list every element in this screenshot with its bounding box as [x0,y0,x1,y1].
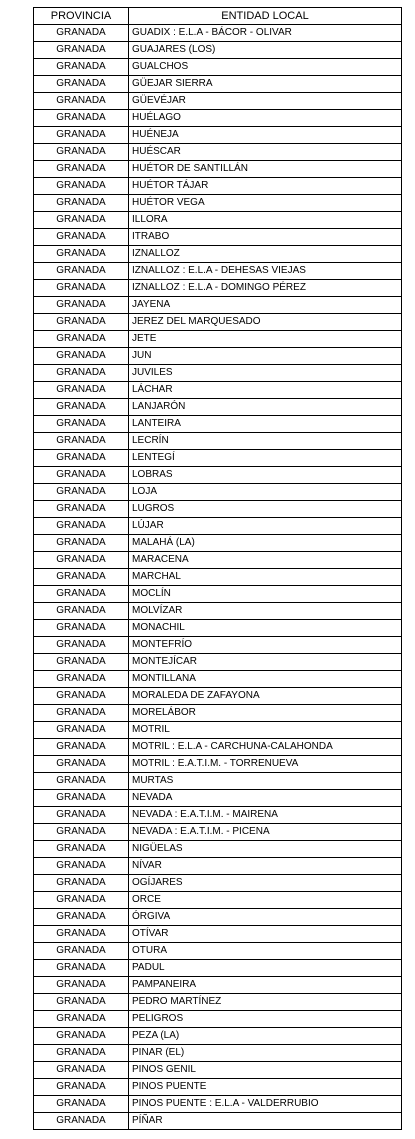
cell-provincia: GRANADA [34,926,129,943]
cell-entidad-local: LOJA [129,484,402,501]
table-row [34,161,402,178]
cell-provincia: GRANADA [34,807,129,824]
table-row [34,603,402,620]
cell-entidad-local: HUÉNEJA [129,127,402,144]
cell-entidad-local: IZNALLOZ [129,246,402,263]
table-row [34,909,402,926]
table-row [34,926,402,943]
table-row [34,858,402,875]
table-row [34,1096,402,1113]
cell-provincia: GRANADA [34,246,129,263]
table-row [34,637,402,654]
cell-entidad-local: PAMPANEIRA [129,977,402,994]
cell-provincia: GRANADA [34,569,129,586]
table-row [34,144,402,161]
cell-provincia: GRANADA [34,365,129,382]
table-row [34,535,402,552]
cell-provincia: GRANADA [34,603,129,620]
table-row [34,875,402,892]
table-row [34,263,402,280]
cell-entidad-local: LOBRAS [129,467,402,484]
cell-provincia: GRANADA [34,467,129,484]
cell-provincia: GRANADA [34,841,129,858]
cell-entidad-local: MURTAS [129,773,402,790]
table-row [34,195,402,212]
table-row [34,824,402,841]
table-header [34,8,402,25]
cell-entidad-local: HUÉSCAR [129,144,402,161]
cell-provincia: GRANADA [34,297,129,314]
cell-provincia: GRANADA [34,552,129,569]
cell-entidad-local: ILLORA [129,212,402,229]
cell-provincia: GRANADA [34,76,129,93]
cell-entidad-local: MOTRIL [129,722,402,739]
cell-entidad-local: ITRABO [129,229,402,246]
table-row [34,467,402,484]
cell-provincia: GRANADA [34,280,129,297]
cell-provincia: GRANADA [34,773,129,790]
table-row [34,127,402,144]
cell-provincia: GRANADA [34,331,129,348]
cell-provincia: GRANADA [34,909,129,926]
cell-provincia: GRANADA [34,637,129,654]
cell-entidad-local: PINOS PUENTE : E.L.A - VALDERRUBIO [129,1096,402,1113]
cell-provincia: GRANADA [34,722,129,739]
cell-provincia: GRANADA [34,1096,129,1113]
cell-entidad-local: PÍÑAR [129,1113,402,1130]
cell-provincia: GRANADA [34,824,129,841]
cell-provincia: GRANADA [34,875,129,892]
cell-entidad-local: LÚJAR [129,518,402,535]
table-row [34,688,402,705]
table-row [34,518,402,535]
cell-provincia: GRANADA [34,977,129,994]
cell-entidad-local: JEREZ DEL MARQUESADO [129,314,402,331]
table-row [34,1113,402,1130]
cell-entidad-local: MONACHIL [129,620,402,637]
table-row [34,722,402,739]
cell-entidad-local: MONTEFRÍO [129,637,402,654]
cell-provincia: GRANADA [34,399,129,416]
entities-table [33,7,402,1130]
cell-entidad-local: MOTRIL : E.A.T.I.M. - TORRENUEVA [129,756,402,773]
table-row [34,178,402,195]
cell-entidad-local: LANTEIRA [129,416,402,433]
table-row [34,110,402,127]
cell-entidad-local: JETE [129,331,402,348]
cell-provincia: GRANADA [34,110,129,127]
cell-provincia: GRANADA [34,586,129,603]
cell-entidad-local: MOCLÍN [129,586,402,603]
cell-entidad-local: JAYENA [129,297,402,314]
cell-entidad-local: LECRÍN [129,433,402,450]
cell-entidad-local: MOLVÍZAR [129,603,402,620]
cell-provincia: GRANADA [34,535,129,552]
cell-entidad-local: JUN [129,348,402,365]
table-row [34,790,402,807]
cell-provincia: GRANADA [34,858,129,875]
cell-provincia: GRANADA [34,994,129,1011]
cell-entidad-local: ORCE [129,892,402,909]
cell-provincia: GRANADA [34,654,129,671]
table-row [34,93,402,110]
table-row [34,229,402,246]
cell-entidad-local: HUÉTOR DE SANTILLÁN [129,161,402,178]
cell-provincia: GRANADA [34,59,129,76]
cell-entidad-local: PINOS PUENTE [129,1079,402,1096]
cell-provincia: GRANADA [34,960,129,977]
cell-provincia: GRANADA [34,314,129,331]
table-row [34,994,402,1011]
table-row [34,42,402,59]
table-row [34,297,402,314]
cell-entidad-local: GÜEVÉJAR [129,93,402,110]
table-row [34,365,402,382]
cell-provincia: GRANADA [34,1011,129,1028]
table-row [34,705,402,722]
header-provincia: PROVINCIA [34,8,129,25]
cell-entidad-local: GUALCHOS [129,59,402,76]
cell-provincia: GRANADA [34,943,129,960]
cell-entidad-local: GÜEJAR SIERRA [129,76,402,93]
table-row [34,76,402,93]
table-row [34,1079,402,1096]
cell-entidad-local: LUGROS [129,501,402,518]
cell-provincia: GRANADA [34,739,129,756]
cell-entidad-local: LENTEGÍ [129,450,402,467]
cell-entidad-local: HUÉLAGO [129,110,402,127]
table-row [34,59,402,76]
cell-provincia: GRANADA [34,263,129,280]
cell-entidad-local: MARCHAL [129,569,402,586]
table-row [34,348,402,365]
cell-entidad-local: IZNALLOZ : E.L.A - DEHESAS VIEJAS [129,263,402,280]
header-row [34,8,402,25]
table-row [34,484,402,501]
table-row [34,1062,402,1079]
cell-entidad-local: PEZA (LA) [129,1028,402,1045]
cell-provincia: GRANADA [34,416,129,433]
cell-entidad-local: PINAR (EL) [129,1045,402,1062]
cell-provincia: GRANADA [34,671,129,688]
cell-provincia: GRANADA [34,1113,129,1130]
cell-provincia: GRANADA [34,1062,129,1079]
table-row [34,331,402,348]
cell-entidad-local: MORELÁBOR [129,705,402,722]
cell-provincia: GRANADA [34,229,129,246]
table-row [34,586,402,603]
table-row [34,943,402,960]
cell-provincia: GRANADA [34,127,129,144]
cell-entidad-local: MONTEJÍCAR [129,654,402,671]
cell-provincia: GRANADA [34,382,129,399]
table-row [34,977,402,994]
cell-provincia: GRANADA [34,178,129,195]
cell-entidad-local: ÓRGIVA [129,909,402,926]
table-row [34,212,402,229]
cell-provincia: GRANADA [34,688,129,705]
header-entidad-local: ENTIDAD LOCAL [129,8,402,25]
table-row [34,314,402,331]
table-row [34,280,402,297]
cell-provincia: GRANADA [34,93,129,110]
cell-entidad-local: JUVILES [129,365,402,382]
table-row [34,773,402,790]
cell-provincia: GRANADA [34,433,129,450]
cell-entidad-local: NIGÜELAS [129,841,402,858]
cell-provincia: GRANADA [34,1079,129,1096]
table-row [34,569,402,586]
cell-entidad-local: OTÍVAR [129,926,402,943]
cell-provincia: GRANADA [34,42,129,59]
cell-entidad-local: HUÉTOR VEGA [129,195,402,212]
table-row [34,1045,402,1062]
table-row [34,739,402,756]
table-body [34,25,402,1130]
table-row [34,841,402,858]
cell-provincia: GRANADA [34,1028,129,1045]
table-row [34,807,402,824]
cell-entidad-local: GUAJARES (LOS) [129,42,402,59]
cell-entidad-local: PELIGROS [129,1011,402,1028]
cell-entidad-local: HUÉTOR TÁJAR [129,178,402,195]
cell-entidad-local: NEVADA : E.A.T.I.M. - PICENA [129,824,402,841]
cell-entidad-local: PEDRO MARTÍNEZ [129,994,402,1011]
cell-provincia: GRANADA [34,892,129,909]
cell-entidad-local: LANJARÓN [129,399,402,416]
cell-provincia: GRANADA [34,25,129,42]
table-row [34,450,402,467]
cell-provincia: GRANADA [34,195,129,212]
table-row [34,620,402,637]
table-row [34,892,402,909]
table-row [34,433,402,450]
table-row [34,1028,402,1045]
table-row [34,552,402,569]
cell-entidad-local: PINOS GENIL [129,1062,402,1079]
cell-entidad-local: NEVADA : E.A.T.I.M. - MAIRENA [129,807,402,824]
cell-provincia: GRANADA [34,501,129,518]
cell-entidad-local: MARACENA [129,552,402,569]
cell-provincia: GRANADA [34,705,129,722]
table-row [34,399,402,416]
cell-entidad-local: OGÍJARES [129,875,402,892]
cell-provincia: GRANADA [34,450,129,467]
table-row [34,671,402,688]
cell-provincia: GRANADA [34,518,129,535]
cell-provincia: GRANADA [34,1045,129,1062]
cell-entidad-local: NÍVAR [129,858,402,875]
cell-entidad-local: MORALEDA DE ZAFAYONA [129,688,402,705]
cell-entidad-local: OTURA [129,943,402,960]
cell-entidad-local: NEVADA [129,790,402,807]
cell-provincia: GRANADA [34,144,129,161]
cell-provincia: GRANADA [34,161,129,178]
cell-provincia: GRANADA [34,484,129,501]
table-row [34,25,402,42]
table-row [34,382,402,399]
table-row [34,654,402,671]
cell-entidad-local: MOTRIL : E.L.A - CARCHUNA-CALAHONDA [129,739,402,756]
table-row [34,501,402,518]
cell-provincia: GRANADA [34,212,129,229]
cell-entidad-local: PADUL [129,960,402,977]
cell-provincia: GRANADA [34,756,129,773]
cell-entidad-local: MONTILLANA [129,671,402,688]
cell-entidad-local: IZNALLOZ : E.L.A - DOMINGO PÉREZ [129,280,402,297]
cell-provincia: GRANADA [34,348,129,365]
table-row [34,756,402,773]
cell-entidad-local: MALAHÁ (LA) [129,535,402,552]
cell-provincia: GRANADA [34,790,129,807]
cell-entidad-local: GUADIX : E.L.A - BÁCOR - OLIVAR [129,25,402,42]
table-row [34,246,402,263]
table-row [34,1011,402,1028]
cell-provincia: GRANADA [34,620,129,637]
table-row [34,960,402,977]
table-row [34,416,402,433]
cell-entidad-local: LÁCHAR [129,382,402,399]
